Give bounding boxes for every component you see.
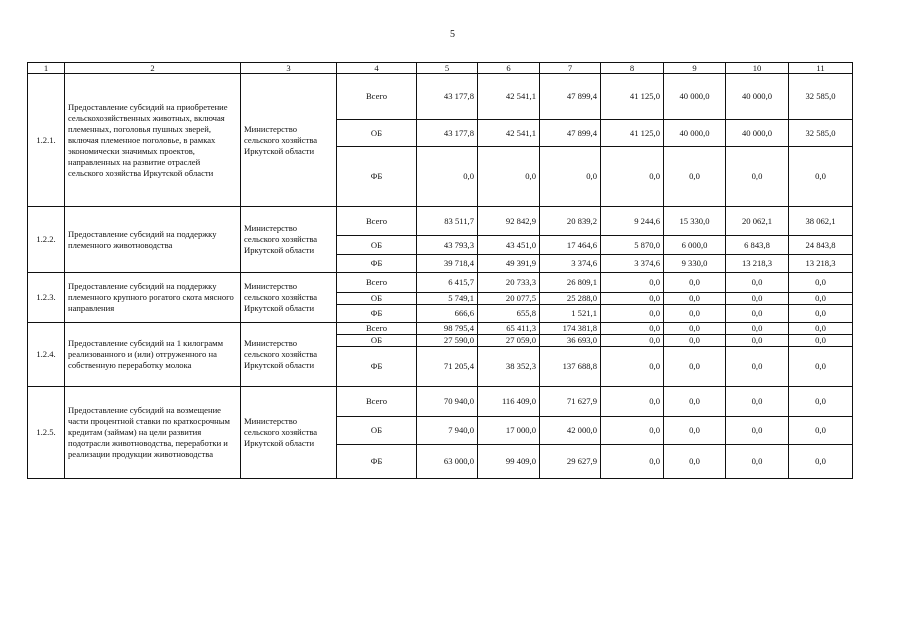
- value-cell: 43 177,8: [417, 74, 478, 120]
- table-row: [28, 387, 853, 417]
- value-cell: 99 409,0: [478, 445, 540, 479]
- value-cell: 6 843,8: [726, 236, 789, 255]
- value-cell: 0,0: [601, 293, 664, 305]
- value-cell: 0,0: [726, 335, 789, 347]
- value-cell: 13 218,3: [726, 255, 789, 273]
- value-cell: 38 062,1: [789, 207, 853, 236]
- row-description: Предоставление субсидий на поддержку племенного крупного рогатого скота мясного направления: [65, 273, 241, 323]
- value-cell: 98 795,4: [417, 323, 478, 335]
- funding-source: ОБ: [337, 293, 417, 305]
- value-cell: 0,0: [789, 305, 853, 323]
- budget-table: [27, 62, 853, 479]
- row-code: 1.2.2.: [28, 207, 65, 273]
- value-cell: 92 842,9: [478, 207, 540, 236]
- funding-source: ОБ: [337, 120, 417, 147]
- value-cell: 0,0: [601, 347, 664, 387]
- value-cell: 9 330,0: [664, 255, 726, 273]
- row-organization: Министерство сельского хозяйства Иркутской области: [241, 273, 337, 323]
- value-cell: 116 409,0: [478, 387, 540, 417]
- row-code: 1.2.3.: [28, 273, 65, 323]
- value-cell: 3 374,6: [601, 255, 664, 273]
- header-row: [28, 63, 853, 74]
- column-header: 10: [726, 63, 789, 74]
- value-cell: 20 077,5: [478, 293, 540, 305]
- value-cell: 0,0: [601, 323, 664, 335]
- row-organization: Министерство сельского хозяйства Иркутской области: [241, 387, 337, 479]
- row-code: 1.2.1.: [28, 74, 65, 207]
- value-cell: 0,0: [664, 347, 726, 387]
- column-header: 5: [417, 63, 478, 74]
- value-cell: 0,0: [789, 387, 853, 417]
- value-cell: 0,0: [664, 305, 726, 323]
- value-cell: 0,0: [664, 323, 726, 335]
- table-row: [28, 273, 853, 293]
- value-cell: 0,0: [601, 445, 664, 479]
- value-cell: 0,0: [478, 147, 540, 207]
- value-cell: 0,0: [664, 293, 726, 305]
- table-row: [28, 323, 853, 335]
- value-cell: 5 749,1: [417, 293, 478, 305]
- value-cell: 41 125,0: [601, 120, 664, 147]
- value-cell: 3 374,6: [540, 255, 601, 273]
- funding-source: ФБ: [337, 147, 417, 207]
- row-description: Предоставление субсидий на приобретение сельскохозяйственных животных, включая племенных, поголовья пушных зверей, включая племенное поголовье, в рамках экономически значимых проектов, направленных на развитие отраслей сельского хозяйства Иркутской области: [65, 74, 241, 207]
- value-cell: 71 627,9: [540, 387, 601, 417]
- value-cell: 42 000,0: [540, 417, 601, 445]
- column-header: 7: [540, 63, 601, 74]
- row-code: 1.2.4.: [28, 323, 65, 387]
- value-cell: 0,0: [601, 305, 664, 323]
- column-header: 11: [789, 63, 853, 74]
- value-cell: 27 059,0: [478, 335, 540, 347]
- value-cell: 5 870,0: [601, 236, 664, 255]
- value-cell: 0,0: [601, 417, 664, 445]
- value-cell: 43 451,0: [478, 236, 540, 255]
- value-cell: 38 352,3: [478, 347, 540, 387]
- funding-source: Всего: [337, 273, 417, 293]
- value-cell: 0,0: [726, 323, 789, 335]
- value-cell: 0,0: [789, 147, 853, 207]
- funding-source: Всего: [337, 74, 417, 120]
- value-cell: 40 000,0: [726, 120, 789, 147]
- value-cell: 174 381,8: [540, 323, 601, 335]
- value-cell: 0,0: [726, 273, 789, 293]
- value-cell: 0,0: [726, 347, 789, 387]
- column-header: 4: [337, 63, 417, 74]
- column-header: 1: [28, 63, 65, 74]
- value-cell: 47 899,4: [540, 74, 601, 120]
- value-cell: 0,0: [789, 347, 853, 387]
- value-cell: 6 415,7: [417, 273, 478, 293]
- value-cell: 26 809,1: [540, 273, 601, 293]
- column-header: 6: [478, 63, 540, 74]
- value-cell: 0,0: [789, 323, 853, 335]
- value-cell: 13 218,3: [789, 255, 853, 273]
- value-cell: 0,0: [726, 293, 789, 305]
- funding-source: ОБ: [337, 335, 417, 347]
- value-cell: 63 000,0: [417, 445, 478, 479]
- value-cell: 1 521,1: [540, 305, 601, 323]
- value-cell: 0,0: [540, 147, 601, 207]
- value-cell: 0,0: [789, 293, 853, 305]
- value-cell: 6 000,0: [664, 236, 726, 255]
- column-header: 8: [601, 63, 664, 74]
- value-cell: 0,0: [726, 445, 789, 479]
- value-cell: 17 464,6: [540, 236, 601, 255]
- row-description: Предоставление субсидий на возмещение части процентной ставки по краткосрочным кредитам (займам) на цели развития подотрасли животноводства, переработки и реализации продукции животноводства: [65, 387, 241, 479]
- row-organization: Министерство сельского хозяйства Иркутской области: [241, 74, 337, 207]
- value-cell: 70 940,0: [417, 387, 478, 417]
- page-number: 5: [450, 29, 455, 40]
- value-cell: 29 627,9: [540, 445, 601, 479]
- value-cell: 20 733,3: [478, 273, 540, 293]
- value-cell: 0,0: [664, 147, 726, 207]
- value-cell: 43 793,3: [417, 236, 478, 255]
- funding-source: Всего: [337, 323, 417, 335]
- funding-source: ОБ: [337, 417, 417, 445]
- value-cell: 40 000,0: [664, 120, 726, 147]
- value-cell: 0,0: [789, 335, 853, 347]
- value-cell: 20 839,2: [540, 207, 601, 236]
- value-cell: 40 000,0: [664, 74, 726, 120]
- value-cell: 43 177,8: [417, 120, 478, 147]
- value-cell: 0,0: [601, 273, 664, 293]
- value-cell: 7 940,0: [417, 417, 478, 445]
- value-cell: 0,0: [664, 335, 726, 347]
- value-cell: 47 899,4: [540, 120, 601, 147]
- value-cell: 655,8: [478, 305, 540, 323]
- value-cell: 20 062,1: [726, 207, 789, 236]
- value-cell: 24 843,8: [789, 236, 853, 255]
- table-row: [28, 207, 853, 236]
- value-cell: 49 391,9: [478, 255, 540, 273]
- value-cell: 0,0: [664, 445, 726, 479]
- value-cell: 0,0: [417, 147, 478, 207]
- column-header: 2: [65, 63, 241, 74]
- value-cell: 36 693,0: [540, 335, 601, 347]
- value-cell: 17 000,0: [478, 417, 540, 445]
- value-cell: 0,0: [726, 387, 789, 417]
- funding-source: Всего: [337, 207, 417, 236]
- column-header: 3: [241, 63, 337, 74]
- value-cell: 0,0: [664, 387, 726, 417]
- value-cell: 42 541,1: [478, 74, 540, 120]
- table-row: [28, 74, 853, 120]
- value-cell: 0,0: [601, 147, 664, 207]
- row-organization: Министерство сельского хозяйства Иркутской области: [241, 323, 337, 387]
- value-cell: 39 718,4: [417, 255, 478, 273]
- funding-source: ФБ: [337, 347, 417, 387]
- value-cell: 65 411,3: [478, 323, 540, 335]
- value-cell: 0,0: [601, 335, 664, 347]
- row-description: Предоставление субсидий на поддержку племенного животноводства: [65, 207, 241, 273]
- value-cell: 32 585,0: [789, 74, 853, 120]
- value-cell: 137 688,8: [540, 347, 601, 387]
- value-cell: 0,0: [726, 305, 789, 323]
- value-cell: 15 330,0: [664, 207, 726, 236]
- row-description: Предоставление субсидий на 1 килограмм реализованного и (или) отгруженного на собственную переработку молока: [65, 323, 241, 387]
- row-code: 1.2.5.: [28, 387, 65, 479]
- value-cell: 0,0: [726, 417, 789, 445]
- value-cell: 0,0: [789, 445, 853, 479]
- value-cell: 9 244,6: [601, 207, 664, 236]
- value-cell: 0,0: [601, 387, 664, 417]
- funding-source: ФБ: [337, 255, 417, 273]
- value-cell: 0,0: [664, 417, 726, 445]
- value-cell: 27 590,0: [417, 335, 478, 347]
- value-cell: 71 205,4: [417, 347, 478, 387]
- funding-source: Всего: [337, 387, 417, 417]
- value-cell: 0,0: [789, 273, 853, 293]
- funding-source: ФБ: [337, 305, 417, 323]
- value-cell: 25 288,0: [540, 293, 601, 305]
- funding-source: ОБ: [337, 236, 417, 255]
- value-cell: 32 585,0: [789, 120, 853, 147]
- row-organization: Министерство сельского хозяйства Иркутской области: [241, 207, 337, 273]
- value-cell: 40 000,0: [726, 74, 789, 120]
- value-cell: 0,0: [789, 417, 853, 445]
- value-cell: 41 125,0: [601, 74, 664, 120]
- funding-source: ФБ: [337, 445, 417, 479]
- value-cell: 0,0: [726, 147, 789, 207]
- value-cell: 666,6: [417, 305, 478, 323]
- value-cell: 0,0: [664, 273, 726, 293]
- value-cell: 83 511,7: [417, 207, 478, 236]
- column-header: 9: [664, 63, 726, 74]
- value-cell: 42 541,1: [478, 120, 540, 147]
